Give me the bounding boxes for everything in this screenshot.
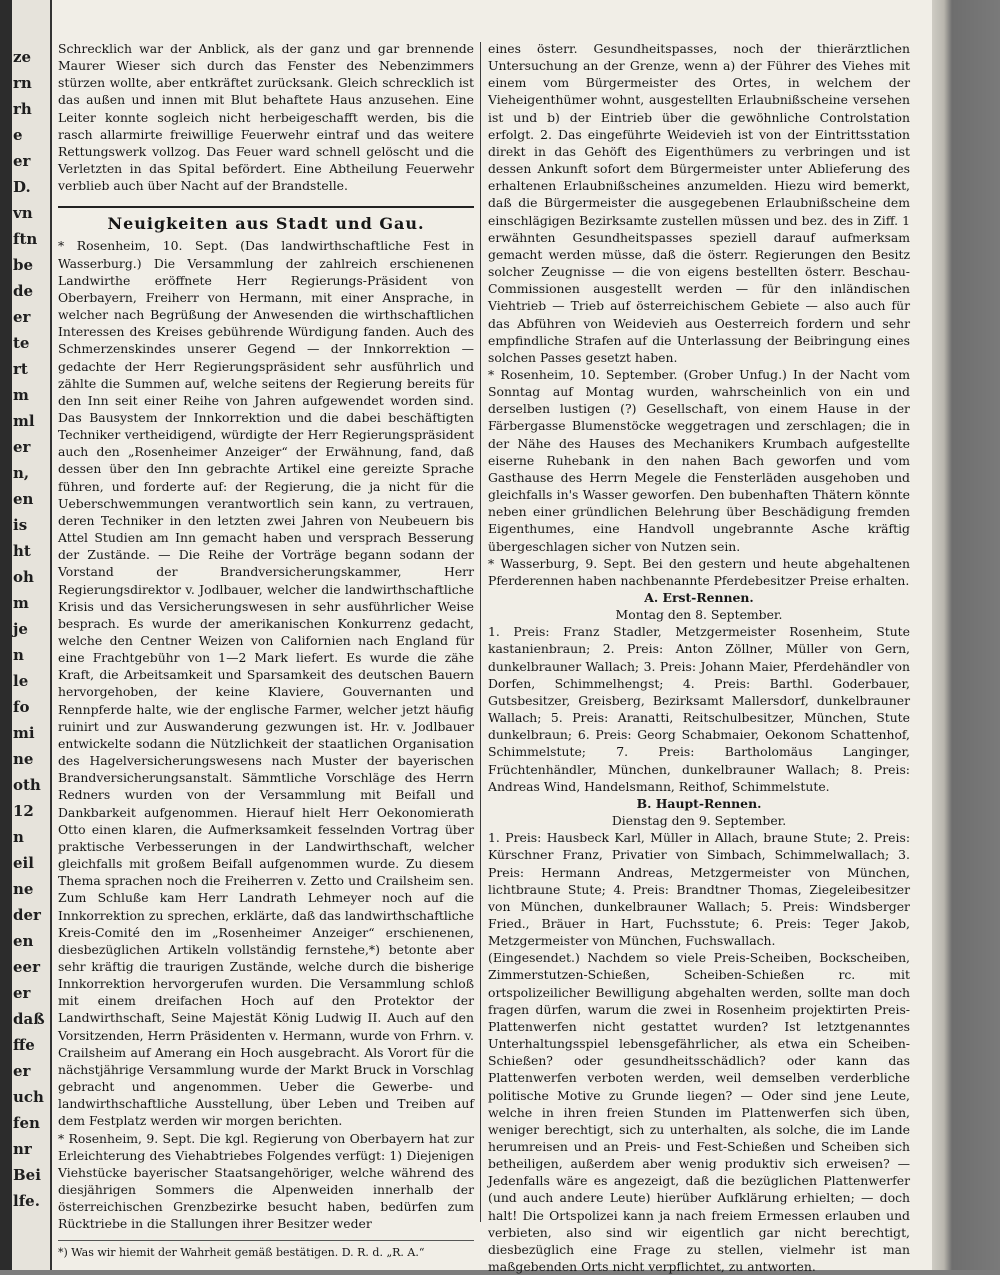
strip-fragment: n,	[13, 464, 30, 482]
strip-fragment: fo	[13, 698, 30, 716]
strip-fragment: eer	[13, 958, 40, 976]
strip-fragment: je	[13, 620, 28, 638]
strip-fragment: be	[13, 256, 34, 274]
strip-fragment: ml	[13, 412, 35, 430]
strip-fragment: eil	[13, 854, 34, 872]
strip-fragment: ftn	[13, 230, 38, 248]
strip-fragment: m	[13, 386, 29, 404]
article-gross-mischief: * Rosenheim, 10. September. (Grober Unfug.) In der Nacht vom Sonntag auf Montag wurden, wahrscheinlich von ein und derselben lustigen (?) Gesellschaft, von einem Hause in der Färbergasse Blumenstöcke weggetragen und zerschlagen; die in der Nähe des Hauses des Mechanikers Krumbach aufgestellte eiserne Ruhebank in den nahen Bach geworfen und vom Gasthause des Herrn Megele die Fensterläden ausgehoben und gleichfalls in's Wasser geworfen. Den bubenhaften Thätern könnte neben einer gründlichen Belehrung über Beschädigung fremden Eigenthumes, eine Handvoll ungebrannte Asche kräftig übergeschlagen sicher von Nutzen sein.	[488, 366, 910, 554]
strip-fragment: mi	[13, 724, 35, 742]
fire-report-ending: Schrecklich war der Anblick, als der ganz und gar brennende Maurer Wieser sich durch das Fenster des Nebenzimmers stürzen wollte, aber entkräftet zurücksank. Gleich schrecklich ist das außen und innen mit Blut behaftete Haus anzusehen. Eine Leiter konnte sogleich nicht herbeigeschafft werden, bis die rasch allarmirte freiwillige Feuerwehr eintraf und das weitere Rettungswerk vollzog. Das Feuer ward schnell gelöscht und die Verletzten in das Spital befördert. Eine Abtheilung Feuerwehr verblieb auch über Nacht auf der Brandstelle.	[58, 41, 474, 194]
race-b-results: 1. Preis: Hausbeck Karl, Müller in Allach, braune Stute; 2. Preis: Kürschner Franz, Privatier von Simbach, Schimmelwallach; 3. Preis: Hermann Andreas, Metzgermeister von München, lichtbraune Stute; 4. Preis: Brandtner Thomas, Ziegeleibesitzer von München, dunkelbrauner Wallach; 5. Preis: Windsberger Fried., Bräuer in Hart, Fuchsstute; 6. Preis: Teger Jakob, Metzgermeister von München, Fuchswallach.	[488, 830, 910, 949]
strip-fragment: er	[13, 1062, 31, 1080]
strip-fragment: rh	[13, 100, 32, 118]
strip-fragment: is	[13, 516, 28, 534]
race-a-results: 1. Preis: Franz Stadler, Metzgermeister Rosenheim, Stute kastanienbraun; 2. Preis: Anton Zöllner, Müller von Gern, dunkelbrauner Wallach; 3. Preis: Johann Maier, Pferdehändler von Dorfen, Schimmelhengst; 4. Preis: Barthl. Goderbauer, Gutsbesitzer, Greisberg, Bezirksamt Mallersdorf, dunkelbrauner Wallach; 5. Preis: Aranatti, Reitschulbesitzer, München, Stute dunkelbraun; 6. Preis: Georg Schabmaier, Oekonom Schattenhof, Schimmelstute; 7. Preis: Bartholomäus Langinger, Früchtenhändler, München, dunkelbrauner Wallach; 8. Preis: Andreas Wind, Handelsmann, Reithof, Schimmelstute.	[488, 624, 910, 794]
strip-fragment: oh	[13, 568, 34, 586]
strip-fragment: der	[13, 906, 41, 924]
column-right	[488, 40, 910, 1275]
column-divider	[480, 42, 481, 1222]
strip-fragment: er	[13, 984, 31, 1002]
strip-fragment: de	[13, 282, 34, 300]
article-submitted-letter: (Eingesendet.) Nachdem so viele Preis-Scheiben, Bockscheiben, Zimmerstutzen-Schießen, Scheiben-Schießen rc. mit ortspolizeilicher Bewilligung abgehalten werden, sollte man doch fragen dürfen, warum die zwei in Rosenheim projektirten Preis-Plattenwerfen nicht gestattet wurden? Ist letztgenanntes Unterhaltungsspiel lebensgefährlicher, als etwa ein Scheiben-Schießen? oder gesundheitsschädlich? oder kann das Plattenwerfen verboten werden, weil demselben verderbliche politische Motive zu Grunde liegen? — Oder sind jene Leute, welche in ihren freien Stunden im Plattenwerfen sich üben, weniger berechtigt, sich zu unterhalten, als solche, die im Lande herumreisen und an Preis- und Fest-Schießen und Scheiben sich betheiligen, außerdem aber wenig produktiv sich erweisen? — Jedenfalls wäre es angezeigt, daß die bezüglichen Plattenwerfer (und auch andere Leute) hierüber Aufklärung erhielten; — doch halt! Die Ortspolizei kann ja nach freiem Ermessen erlauben und verbieten, also sind wir eigentlich gar nicht berechtigt, diesbezüglich eine Frage zu stellen, vielmehr ist man maßgebenden Orts nicht verpflichtet, zu antworten.	[488, 950, 910, 1275]
strip-fragment: ht	[13, 542, 31, 560]
strip-fragment: ffe	[13, 1036, 35, 1054]
strip-fragment: er	[13, 152, 31, 170]
article-cattle-drive-continued: eines österr. Gesundheitspasses, noch der thierärztlichen Untersuchung an der Grenze, wenn a) der Führer des Viehes mit einem vom Bürgermeister des Ortes, in welchem der Vieheigenthümer wohnt, ausgestellten Erlaubnißscheine versehen ist und b) der Eintrieb über die gewöhnliche Controlstation erfolgt. 2. Das eingeführte Weidevieh ist von der Eintrittsstation direkt in das Gehöft des Eigenthümers zu verbringen und ist dessen Ankunft sofort dem Bürgermeister unter Ablieferung des erhaltenen Erlaubnißscheines anzumelden. Hiezu wird bemerkt, daß die Bürgermeister die ausgegebenen Erlaubnißscheine dem einschlägigen Bezirksamte zustellen müssen und bez. des in Ziff. 1 erwähnten Gesundheitspasses speziell darauf aufmerksam gemacht werden müsse, daß die österr. Regierungen den Besitz solcher Zeugnisse — die von eigens bestellten österr. Beschau-Commissionen ausgestellt werden — für den inländischen Viehtrieb — Trieb auf österreichischem Gebiete — also auch für das Abführen von Weidevieh aus Oesterreich fordern und sehr empfindliche Strafen auf die Unterlassung der Beibringung eines solchen Passes gesetzt haben.	[488, 41, 910, 365]
binding-shadow	[0, 0, 12, 1270]
article-cattle-drive: * Rosenheim, 9. Sept. Die kgl. Regierung von Oberbayern hat zur Erleichterung des Viehabtriebes Folgendes verfügt: 1) Diejenigen Viehstücke bayerischer Staatsangehöriger, welche während des diesjährigen Sommers die Alpenweiden innerhalb der österreichischen Grenzbezirke besucht haben, bedürfen zum Rücktriebe in die Stallungen ihrer Besitzer weder	[58, 1130, 474, 1232]
column-left	[58, 40, 474, 1260]
strip-fragment: oth	[13, 776, 41, 794]
strip-fragment: te	[13, 334, 30, 352]
strip-fragment: rt	[13, 360, 28, 378]
strip-fragment: er	[13, 438, 31, 456]
strip-fragment: fen	[13, 1114, 40, 1132]
strip-fragment: ne	[13, 750, 34, 768]
strip-fragment: rn	[13, 74, 32, 92]
strip-fragment: nr	[13, 1140, 32, 1158]
section-heading: Neuigkeiten aus Stadt und Gau.	[58, 206, 474, 233]
strip-fragment: n	[13, 646, 24, 664]
strip-fragment: en	[13, 490, 34, 508]
article-horse-races: * Wasserburg, 9. Sept. Bei den gestern und heute abgehaltenen Pferderennen haben nachbenannte Pferdebesitzer Preise erhalten.	[488, 555, 910, 588]
race-a-date: Montag den 8. September.	[615, 607, 783, 623]
previous-page-strip	[12, 0, 52, 1270]
strip-fragment: vn	[13, 204, 33, 222]
race-a-title: A. Erst-Rennen.	[644, 590, 754, 605]
strip-fragment: en	[13, 932, 34, 950]
strip-fragment: Bei	[13, 1166, 41, 1184]
strip-fragment: daß	[13, 1010, 45, 1028]
page-edge	[932, 0, 1000, 1270]
strip-fragment: uch	[13, 1088, 44, 1106]
footnote: *) Was wir hiemit der Wahrheit gemäß bestätigen. D. R. d. „R. A.“	[58, 1240, 474, 1260]
strip-fragment: 12	[13, 802, 34, 820]
strip-fragment: le	[13, 672, 29, 690]
strip-fragment: n	[13, 828, 24, 846]
strip-fragment: lfe.	[13, 1192, 40, 1210]
race-b-title: B. Haupt-Rennen.	[636, 795, 762, 811]
strip-fragment: m	[13, 594, 29, 612]
strip-fragment: D.	[13, 178, 31, 196]
strip-fragment: e	[13, 126, 23, 144]
strip-fragment: ne	[13, 880, 34, 898]
race-b-date: Dienstag den 9. September.	[611, 813, 787, 829]
strip-fragment: er	[13, 308, 31, 326]
strip-fragment: ze	[13, 48, 32, 66]
article-agricultural-festival: * Rosenheim, 10. Sept. (Das landwirthschaftliche Fest in Wasserburg.) Die Versammlung der zahlreich erschienenen Landwirthe eröffnete Herr Regierungs-Präsident von Oberbayern, Freiherr von Hermann, mit einer Ansprache, in welcher nach Begrüßung der Anwesenden die wirthschaftlichen Interessen des Kreises gebührende Würdigung fanden. Auch des Schmerzenskindes unserer Gegend — der Innkorrektion — gedachte der Herr Regierungspräsident sehr ausführlich und zählte die Summen auf, welche seitens der Regierung bereits für den Inn seit einer Reihe von Jahren aufgewendet worden sind. Das Bausystem der Innkorrektion und die dabei beschäftigten Techniker vertheidigend, würdigte der Herr Regierungspräsident auch den „Rosenheimer Anzeiger“ der Erwähnung, fand, daß dessen über den Inn gebrachte Artikel eine gereizte Sprache führen, und forderte auf: der Regierung, die ja nicht für die Ueberschwemmungen verantwortlich sein kann, zu vertrauen, deren Techniker in den letzten zwei Jahren von Neubeuern bis Attel Studien am Inn gemacht haben und versprach Besserung der Zustände. — Die Reihe der Vorträge begann sodann der Vorstand der Brandversicherungskammer, Herr Regierungsdirektor v. Jodlbauer, welcher die landwirthschaftliche Krisis und das Versicherungswesen in sehr ausführlicher Weise besprach. Es wurde der amerikanischen Konkurrenz gedacht, welche den Centner Weizen von Californien nach England für eine Frachtgebühr von 1—2 Mark liefert. Es wurde die zähe Kraft, die Arbeitsamkeit und Sparsamkeit des deutschen Bauern hervorgehoben, der keine Klaviere, Gouvernanten und Rennpferde halte, wie der englische Farmer, welcher jetzt häufig ruinirt und zur Auswanderung gezwungen ist. Hr. v. Jodlbauer entwickelte sodann die Nützlichkeit der staatlichen Organisation des Hagelversicherungswesens nach Muster der bayerischen Brandversicherungsanstalt. Sämmtliche Vorschläge des Herrn Redners wurden von der Versammlung mit Beifall und Dankbarkeit aufgenommen. Hierauf hielt Herr Oekonomierath Otto einen klaren, die Aufmerksamkeit fesselnden Vortrag über praktische Verbesserungen in der Landwirthschaft, welcher gleichfalls mit großem Beifall aufgenommen wurde. Zu diesem Thema sprachen noch die Freiherren v. Zetto und Crailsheim sen. Zum Schluße kam Herr Landrath Lehmeyer noch auf die Innkorrektion zu sprechen, erklärte, daß das landwirthschaftliche Kreis-Comité den im „Rosenheimer Anzeiger“ erschienenen, diesbezüglichen Artikeln vollständig fernstehe,*) betonte aber sehr kräftig die traurigen Zustände, welche durch die bisherige Innkorrektion hervorgerufen wurden. Die Versammlung schloß mit einem dreifachen Hoch auf den Protektor der Landwirthschaft, Seine Majestät König Ludwig II. Auch auf den Vorsitzenden, Herrn Präsidenten v. Hermann, wurde von Frhrn. v. Crailsheim auf Amerang ein Hoch ausgebracht. Als Vorort für die nächstjährige Versammlung wurde der Markt Bruck in Vorschlag gebracht und angenommen. Ueber die Gewerbe- und landwirthschaftliche Ausstellung, über Leben und Treiben auf dem Festplatz werden wir morgen berichten.	[58, 238, 474, 1129]
